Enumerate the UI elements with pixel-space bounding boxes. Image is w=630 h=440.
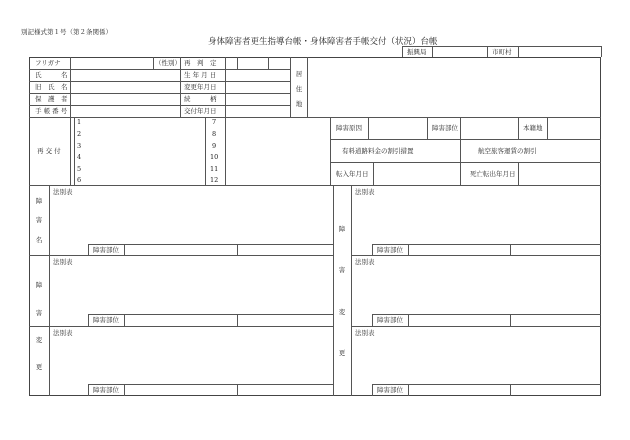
col-line	[518, 162, 519, 185]
col-line	[408, 384, 409, 396]
reissue-number-1: 1	[77, 118, 82, 126]
col-line	[237, 384, 238, 396]
col-line	[460, 117, 461, 139]
reissue-number-6: 6	[77, 176, 82, 184]
appendix-label: 法別表	[53, 329, 73, 337]
site-field-label: 障害部位	[93, 316, 119, 324]
col-line	[237, 314, 238, 326]
disability-change-right-label-1: 障	[338, 225, 346, 233]
col-line	[49, 185, 50, 396]
col-line	[330, 117, 331, 185]
col-line	[88, 384, 89, 396]
col-line	[510, 384, 511, 396]
row-line	[351, 255, 601, 256]
col-line	[372, 314, 373, 326]
header-line	[601, 46, 602, 57]
change-date-label: 変更年月日	[184, 83, 217, 91]
col-line	[510, 244, 511, 255]
col-line	[460, 162, 461, 185]
row-line	[372, 384, 601, 385]
col-line	[368, 117, 369, 139]
appendix-label: 法別表	[53, 258, 73, 266]
reissue-number-9: 9	[212, 142, 217, 150]
disability-change-right-label-3: 変	[338, 308, 346, 316]
col-line	[372, 244, 373, 255]
appendix-label: 法別表	[53, 188, 73, 196]
col-line	[153, 57, 154, 69]
address-label-3: 地	[295, 100, 303, 108]
col-line	[237, 57, 238, 69]
reissue-number-7: 7	[212, 118, 217, 126]
name-label: 氏 名	[35, 71, 68, 79]
move-in-date-label: 転入年月日	[336, 170, 369, 178]
site-field-label: 障害部位	[93, 386, 119, 394]
disability-name-label-2: 害	[35, 216, 43, 224]
row-line	[351, 326, 601, 327]
row-line	[372, 244, 601, 245]
gender-label: （性別）	[155, 59, 181, 67]
row-line	[330, 139, 601, 140]
col-line	[373, 162, 374, 185]
domicile-label: 本籍地	[523, 124, 543, 132]
air-fare-label: 航空旅客運賃の割引	[478, 147, 537, 155]
row-line	[29, 117, 601, 118]
disability-change-left-label-2: 害	[35, 309, 43, 317]
site-field-label: 障害部位	[93, 246, 119, 254]
reissue-number-8: 8	[212, 130, 217, 138]
row-line	[330, 162, 601, 163]
row-line	[29, 326, 333, 327]
col-line	[124, 244, 125, 255]
reissue-number-4: 4	[77, 153, 82, 161]
disability-change-left-label-3: 変	[35, 336, 43, 344]
col-line	[268, 57, 269, 69]
site-field-label: 障害部位	[377, 316, 403, 324]
reissue-number-11: 11	[210, 165, 219, 173]
row-line	[29, 93, 290, 94]
col-line	[225, 57, 226, 117]
col-line	[351, 185, 352, 396]
address-label-1: 居	[295, 70, 303, 78]
disability-change-left-label-1: 障	[35, 281, 43, 289]
reissue-number-10: 10	[210, 153, 219, 161]
appendix-label: 法別表	[355, 188, 375, 196]
row-line	[29, 105, 290, 106]
disability-change-right-label-4: 更	[338, 349, 346, 357]
handbook-number-label: 手 帳 番 号	[35, 107, 68, 115]
col-line	[518, 117, 519, 139]
section-divider	[333, 185, 334, 396]
site-field-label: 障害部位	[377, 386, 403, 394]
col-line	[460, 139, 461, 162]
col-line	[124, 384, 125, 396]
form-number: 別記様式第１号（第２条関係）	[21, 28, 112, 36]
page-title: 身体障害者更生指導台帳・身体障害者手帳交付（状況）台帳	[208, 37, 438, 47]
col-line	[408, 314, 409, 326]
header-line	[432, 46, 433, 57]
address-label-2: 住	[295, 85, 303, 93]
col-line	[88, 314, 89, 326]
death-date-label: 死亡転出年月日	[470, 170, 516, 178]
row-line	[29, 185, 601, 186]
header-line	[518, 46, 519, 57]
header-line	[487, 46, 488, 57]
col-line	[88, 244, 89, 255]
site-label: 障害部位	[432, 124, 458, 132]
reissue-number-2: 2	[77, 130, 82, 138]
reissue-number-5: 5	[77, 165, 82, 173]
reissue-number-12: 12	[210, 176, 219, 184]
appendix-label: 法別表	[355, 258, 375, 266]
office-label: 振興局	[407, 48, 427, 56]
col-line	[372, 384, 373, 396]
row-line	[29, 255, 333, 256]
disability-change-right-label-2: 害	[338, 266, 346, 274]
form-frame	[29, 57, 601, 396]
site-field-label: 障害部位	[377, 246, 403, 254]
col-line	[237, 244, 238, 255]
disability-name-label-1: 障	[35, 197, 43, 205]
col-line	[124, 314, 125, 326]
col-line	[70, 117, 71, 185]
col-line	[307, 57, 308, 117]
col-line	[205, 117, 206, 185]
reissue-label: 再 交 付	[37, 147, 61, 155]
former-name-label: 旧 氏 名	[35, 83, 68, 91]
appendix-label: 法別表	[355, 329, 375, 337]
issue-date-label: 交付年月日	[184, 107, 217, 115]
col-line	[547, 117, 548, 139]
row-line	[29, 69, 290, 70]
toll-road-label: 有料道路料金の割引措置	[342, 147, 414, 155]
col-line	[290, 57, 291, 117]
col-line	[408, 244, 409, 255]
col-line	[510, 314, 511, 326]
col-line	[74, 117, 75, 185]
municipality-label: 市町村	[492, 48, 512, 56]
guardian-label: 保 護 者	[35, 95, 68, 103]
reissue-number-3: 3	[77, 142, 82, 150]
col-line	[70, 57, 71, 117]
col-line	[225, 117, 226, 185]
disability-name-label-3: 名	[35, 236, 43, 244]
redetermination-label: 再 判 定	[184, 59, 217, 67]
relationship-label: 続 柄	[184, 95, 217, 103]
row-line	[372, 314, 601, 315]
disability-change-left-label-4: 更	[35, 363, 43, 371]
header-line	[402, 46, 403, 57]
col-line	[427, 117, 428, 139]
furigana-label: フリガナ	[35, 59, 61, 67]
cause-label: 障害原因	[336, 124, 362, 132]
row-line	[29, 81, 290, 82]
birth-date-label: 生 年 月 日	[184, 71, 217, 79]
